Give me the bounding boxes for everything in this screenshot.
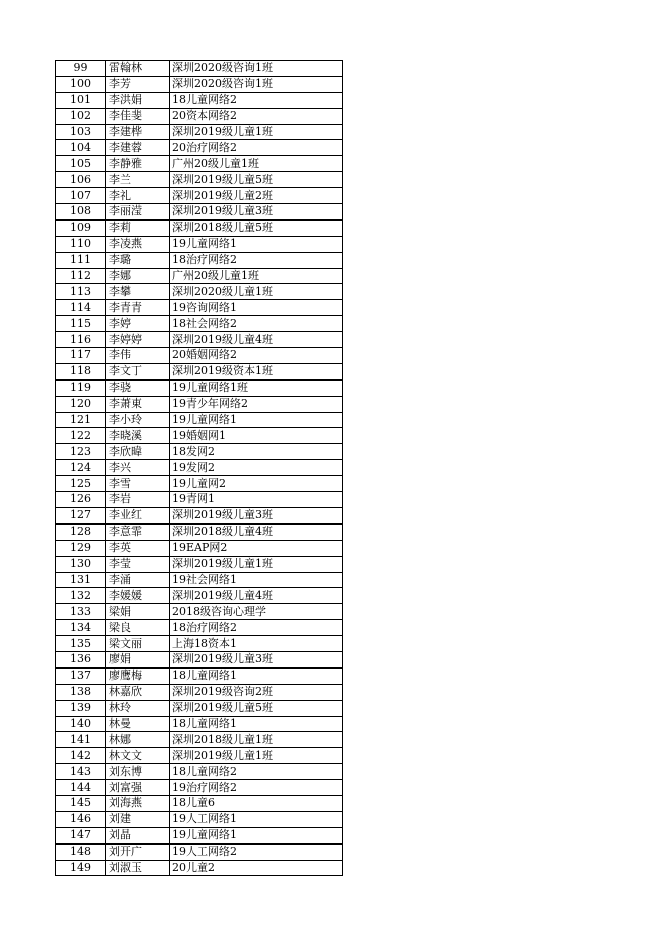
student-name-cell: 李涌: [106, 572, 170, 588]
table-row: [56, 316, 343, 332]
table-row: [56, 236, 343, 252]
row-number-cell: 101: [56, 92, 106, 108]
row-number-cell: 119: [56, 380, 106, 396]
row-number-cell: 127: [56, 507, 106, 523]
class-name-cell: 深圳2019级资本1班: [170, 363, 343, 379]
table-row: [56, 620, 343, 636]
student-name-cell: 刘富强: [106, 780, 170, 796]
row-number-cell: 100: [56, 76, 106, 92]
class-name-cell: 上海18资本1: [170, 636, 343, 652]
class-name-cell: 18儿童网络1: [170, 668, 343, 684]
row-number-cell: 133: [56, 604, 106, 620]
class-name-cell: 深圳2018级儿童5班: [170, 220, 343, 236]
table-row: [56, 412, 343, 428]
student-name-cell: 李兴: [106, 460, 170, 476]
class-name-cell: 深圳2020级儿童1班: [170, 284, 343, 300]
student-name-cell: 李婷: [106, 316, 170, 332]
row-number-cell: 134: [56, 620, 106, 636]
class-name-cell: 19婚姻网1: [170, 428, 343, 444]
table-row: [56, 140, 343, 156]
table-row: [56, 684, 343, 700]
student-name-cell: 李伟: [106, 348, 170, 364]
row-number-cell: 141: [56, 732, 106, 748]
class-name-cell: 18儿童网络1: [170, 716, 343, 732]
student-name-cell: 李攀: [106, 284, 170, 300]
student-name-cell: 李文丁: [106, 363, 170, 379]
student-name-cell: 廖娟: [106, 651, 170, 667]
class-name-cell: 19儿童网2: [170, 476, 343, 492]
row-number-cell: 125: [56, 476, 106, 492]
class-name-cell: 19青少年网络2: [170, 396, 343, 412]
class-name-cell: 深圳2019级咨询2班: [170, 684, 343, 700]
row-number-cell: 122: [56, 428, 106, 444]
roster-body: [56, 61, 343, 876]
class-name-cell: 深圳2019级儿童5班: [170, 700, 343, 716]
table-row: [56, 556, 343, 572]
table-row: [56, 540, 343, 556]
class-name-cell: 20治疗网络2: [170, 140, 343, 156]
table-row: [56, 732, 343, 748]
table-row: [56, 795, 343, 811]
class-name-cell: 广州20级儿童1班: [170, 156, 343, 172]
row-number-cell: 121: [56, 412, 106, 428]
row-number-cell: 149: [56, 860, 106, 876]
row-number-cell: 148: [56, 844, 106, 860]
row-number-cell: 118: [56, 363, 106, 379]
class-name-cell: 深圳2019级儿童3班: [170, 204, 343, 220]
table-row: [56, 268, 343, 284]
row-number-cell: 120: [56, 396, 106, 412]
row-number-cell: 146: [56, 811, 106, 827]
row-number-cell: 126: [56, 492, 106, 508]
row-number-cell: 116: [56, 332, 106, 348]
table-row: [56, 492, 343, 508]
student-name-cell: 李晓溪: [106, 428, 170, 444]
student-name-cell: 李洪娟: [106, 92, 170, 108]
class-name-cell: 19儿童网络1: [170, 412, 343, 428]
class-name-cell: 18社会网络2: [170, 316, 343, 332]
row-number-cell: 144: [56, 780, 106, 796]
student-name-cell: 李业红: [106, 507, 170, 523]
student-name-cell: 李莹: [106, 556, 170, 572]
student-name-cell: 李小玲: [106, 412, 170, 428]
student-name-cell: 林娜: [106, 732, 170, 748]
table-row: [56, 124, 343, 140]
student-name-cell: 刘建: [106, 811, 170, 827]
table-row: [56, 811, 343, 827]
row-number-cell: 140: [56, 716, 106, 732]
table-row: [56, 716, 343, 732]
table-row: [56, 860, 343, 876]
student-name-cell: 刘海燕: [106, 795, 170, 811]
row-number-cell: 104: [56, 140, 106, 156]
student-name-cell: 李建桦: [106, 124, 170, 140]
table-row: [56, 764, 343, 780]
student-name-cell: 李佳斐: [106, 108, 170, 124]
row-number-cell: 145: [56, 795, 106, 811]
row-number-cell: 131: [56, 572, 106, 588]
row-number-cell: 110: [56, 236, 106, 252]
class-name-cell: 18儿童网络2: [170, 764, 343, 780]
row-number-cell: 102: [56, 108, 106, 124]
student-name-cell: 李静雅: [106, 156, 170, 172]
table-row: [56, 204, 343, 220]
student-name-cell: 刘开广: [106, 844, 170, 860]
class-name-cell: 19EAP网2: [170, 540, 343, 556]
class-name-cell: 19儿童网络1: [170, 236, 343, 252]
student-name-cell: 李岩: [106, 492, 170, 508]
row-number-cell: 115: [56, 316, 106, 332]
row-number-cell: 132: [56, 588, 106, 604]
table-row: [56, 332, 343, 348]
student-name-cell: 梁文丽: [106, 636, 170, 652]
student-name-cell: 李青青: [106, 300, 170, 316]
student-name-cell: 林玲: [106, 700, 170, 716]
student-name-cell: 廖鹰梅: [106, 668, 170, 684]
class-name-cell: 深圳2019级儿童3班: [170, 507, 343, 523]
student-name-cell: 李欣暐: [106, 444, 170, 460]
student-name-cell: 梁娟: [106, 604, 170, 620]
class-name-cell: 广州20级儿童1班: [170, 268, 343, 284]
student-name-cell: 李建蓉: [106, 140, 170, 156]
student-name-cell: 李芳: [106, 76, 170, 92]
class-name-cell: 20婚姻网络2: [170, 348, 343, 364]
table-row: [56, 252, 343, 268]
row-number-cell: 139: [56, 700, 106, 716]
table-row: [56, 220, 343, 236]
table-row: [56, 844, 343, 860]
table-row: [56, 460, 343, 476]
table-row: [56, 572, 343, 588]
table-row: [56, 588, 343, 604]
row-number-cell: 129: [56, 540, 106, 556]
row-number-cell: 108: [56, 204, 106, 220]
class-name-cell: 深圳2019级儿童1班: [170, 748, 343, 764]
table-row: [56, 827, 343, 843]
table-row: [56, 748, 343, 764]
row-number-cell: 105: [56, 156, 106, 172]
student-name-cell: 李凌燕: [106, 236, 170, 252]
table-row: [56, 284, 343, 300]
table-row: [56, 700, 343, 716]
student-name-cell: 林文文: [106, 748, 170, 764]
student-name-cell: 林嘉欣: [106, 684, 170, 700]
row-number-cell: 135: [56, 636, 106, 652]
row-number-cell: 99: [56, 61, 106, 77]
class-name-cell: 18儿童网络2: [170, 92, 343, 108]
row-number-cell: 114: [56, 300, 106, 316]
table-row: [56, 156, 343, 172]
class-name-cell: 19治疗网络2: [170, 780, 343, 796]
student-name-cell: 李英: [106, 540, 170, 556]
student-name-cell: 李兰: [106, 172, 170, 188]
class-name-cell: 深圳2019级儿童5班: [170, 172, 343, 188]
student-name-cell: 李雪: [106, 476, 170, 492]
table-row: [56, 380, 343, 396]
row-number-cell: 113: [56, 284, 106, 300]
student-name-cell: 李意霏: [106, 524, 170, 540]
student-name-cell: 李丽滢: [106, 204, 170, 220]
class-name-cell: 18治疗网络2: [170, 620, 343, 636]
table-row: [56, 668, 343, 684]
class-name-cell: 深圳2018级儿童1班: [170, 732, 343, 748]
row-number-cell: 109: [56, 220, 106, 236]
row-number-cell: 137: [56, 668, 106, 684]
row-number-cell: 111: [56, 252, 106, 268]
class-name-cell: 18治疗网络2: [170, 252, 343, 268]
class-name-cell: 深圳2020级咨询1班: [170, 76, 343, 92]
table-row: [56, 444, 343, 460]
class-name-cell: 深圳2019级儿童3班: [170, 651, 343, 667]
class-name-cell: 19发网2: [170, 460, 343, 476]
table-row: [56, 108, 343, 124]
student-name-cell: 李礼: [106, 188, 170, 204]
class-name-cell: 19人工网络1: [170, 811, 343, 827]
table-row: [56, 172, 343, 188]
class-name-cell: 2018级咨询心理学: [170, 604, 343, 620]
row-number-cell: 123: [56, 444, 106, 460]
row-number-cell: 143: [56, 764, 106, 780]
row-number-cell: 107: [56, 188, 106, 204]
student-name-cell: 刘东博: [106, 764, 170, 780]
student-name-cell: 李媛媛: [106, 588, 170, 604]
student-name-cell: 李骁: [106, 380, 170, 396]
class-name-cell: 19人工网络2: [170, 844, 343, 860]
row-number-cell: 130: [56, 556, 106, 572]
class-name-cell: 深圳2019级儿童4班: [170, 332, 343, 348]
table-row: [56, 428, 343, 444]
student-name-cell: 李璐: [106, 252, 170, 268]
table-row: [56, 363, 343, 379]
row-number-cell: 147: [56, 827, 106, 843]
row-number-cell: 128: [56, 524, 106, 540]
student-name-cell: 刘淑玉: [106, 860, 170, 876]
row-number-cell: 142: [56, 748, 106, 764]
student-name-cell: 李娜: [106, 268, 170, 284]
student-name-cell: 梁良: [106, 620, 170, 636]
row-number-cell: 124: [56, 460, 106, 476]
class-name-cell: 19儿童网络1班: [170, 380, 343, 396]
class-name-cell: 20儿童2: [170, 860, 343, 876]
table-row: [56, 636, 343, 652]
row-number-cell: 117: [56, 348, 106, 364]
table-row: [56, 188, 343, 204]
row-number-cell: 106: [56, 172, 106, 188]
table-row: [56, 524, 343, 540]
table-row: [56, 76, 343, 92]
row-number-cell: 136: [56, 651, 106, 667]
class-name-cell: 19儿童网络1: [170, 827, 343, 843]
table-row: [56, 300, 343, 316]
table-row: [56, 651, 343, 667]
student-name-cell: 李萧東: [106, 396, 170, 412]
class-name-cell: 18发网2: [170, 444, 343, 460]
class-name-cell: 深圳2019级儿童2班: [170, 188, 343, 204]
table-row: [56, 780, 343, 796]
student-name-cell: 雷翰林: [106, 61, 170, 77]
table-row: [56, 604, 343, 620]
class-name-cell: 深圳2019级儿童4班: [170, 588, 343, 604]
student-name-cell: 林曼: [106, 716, 170, 732]
table-row: [56, 396, 343, 412]
table-row: [56, 92, 343, 108]
student-name-cell: 刘晶: [106, 827, 170, 843]
class-name-cell: 20资本网络2: [170, 108, 343, 124]
row-number-cell: 103: [56, 124, 106, 140]
row-number-cell: 138: [56, 684, 106, 700]
table-row: [56, 61, 343, 77]
class-name-cell: 18儿童6: [170, 795, 343, 811]
student-name-cell: 李莉: [106, 220, 170, 236]
row-number-cell: 112: [56, 268, 106, 284]
class-name-cell: 深圳2019级儿童1班: [170, 124, 343, 140]
roster-table: [55, 60, 343, 876]
table-row: [56, 476, 343, 492]
class-name-cell: 19社会网络1: [170, 572, 343, 588]
class-name-cell: 深圳2018级儿童4班: [170, 524, 343, 540]
class-name-cell: 19咨询网络1: [170, 300, 343, 316]
student-name-cell: 李婷婷: [106, 332, 170, 348]
class-name-cell: 19青网1: [170, 492, 343, 508]
class-name-cell: 深圳2019级儿童1班: [170, 556, 343, 572]
class-name-cell: 深圳2020级咨询1班: [170, 61, 343, 77]
table-row: [56, 507, 343, 523]
table-row: [56, 348, 343, 364]
